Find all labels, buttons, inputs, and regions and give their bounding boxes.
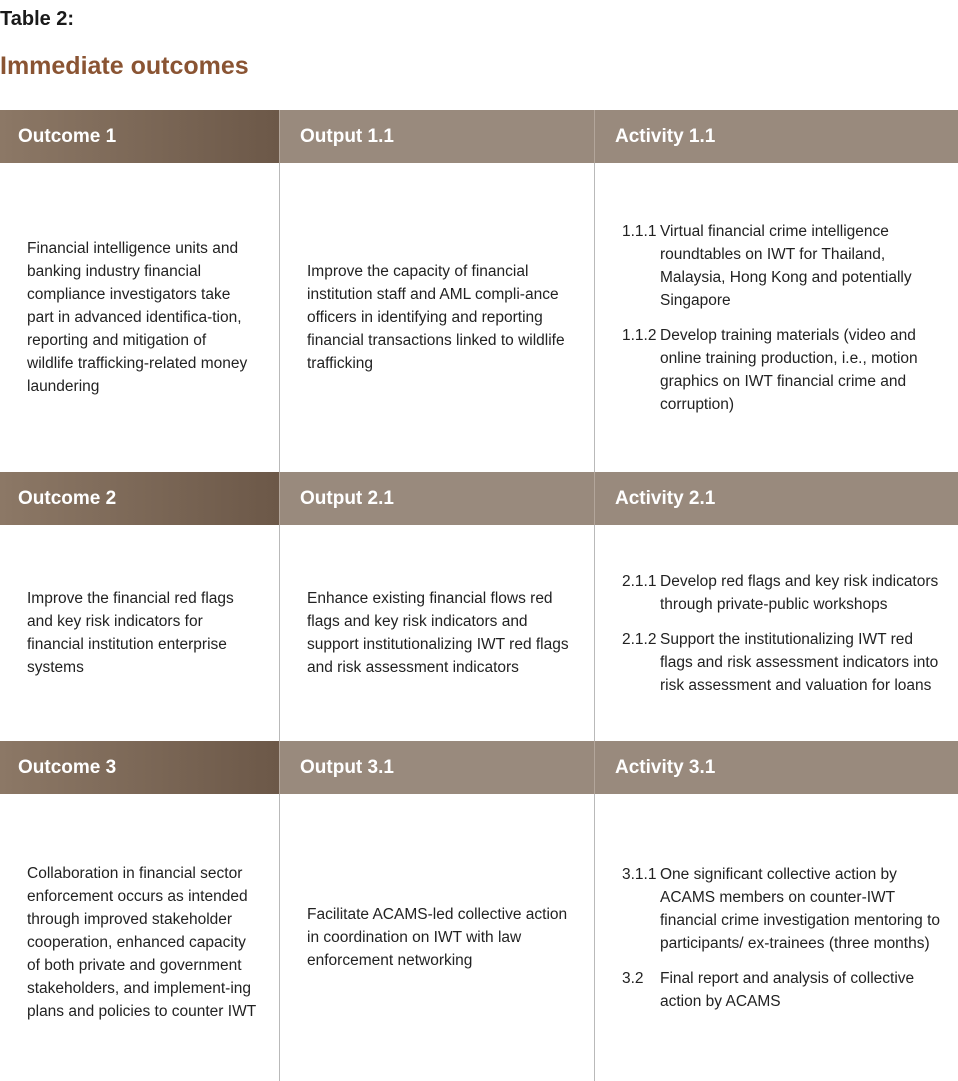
activity-item <box>622 967 940 1013</box>
outcome-text: Improve the financial red flags and key risk indicators for financial institution enterprise systems <box>27 590 234 676</box>
table-row <box>0 163 958 472</box>
outcomes-table <box>0 110 958 1081</box>
activity-item <box>622 324 940 416</box>
table-header-row <box>0 472 958 525</box>
activity-item <box>622 863 940 955</box>
outcome-header: Outcome 1 <box>0 110 279 163</box>
outcome-cell <box>0 525 279 741</box>
activity-list <box>622 863 940 1013</box>
output-header: Output 2.1 <box>279 472 594 525</box>
activity-item <box>622 628 940 697</box>
output-cell <box>279 525 594 741</box>
table-header-row <box>0 110 958 163</box>
activity-cell <box>594 525 958 741</box>
table-number: Table 2: <box>0 8 75 30</box>
activity-number: 2.1.1 <box>622 572 657 590</box>
output-text: Enhance existing financial flows red flags and key risk indicators and support institutionalizing IWT red flags and risk assessment indicators <box>307 590 569 676</box>
outcome-cell <box>0 794 279 1081</box>
outcome-header: Outcome 2 <box>0 472 279 525</box>
activity-list <box>622 570 940 697</box>
activity-number: 1.1.2 <box>622 326 657 344</box>
activity-item <box>622 570 940 616</box>
activity-header: Activity 2.1 <box>594 472 958 525</box>
output-header: Output 3.1 <box>279 741 594 794</box>
activity-text: Develop training materials (video and online training production, i.e., motion graphics on IWT financial crime and corruption) <box>660 326 918 413</box>
activity-cell <box>594 794 958 1081</box>
output-cell <box>279 794 594 1081</box>
outcome-cell <box>0 163 279 472</box>
activity-text: Final report and analysis of collective action by ACAMS <box>660 969 915 1010</box>
activity-item <box>622 220 940 312</box>
table-row <box>0 525 958 741</box>
activity-number: 3.2 <box>622 969 644 987</box>
output-text: Improve the capacity of financial institution staff and AML compli-ance officers in identifying and reporting financial transactions linked to wildlife trafficking <box>307 263 565 372</box>
activity-number: 2.1.2 <box>622 630 657 648</box>
activity-list <box>622 220 940 416</box>
table-header-row <box>0 741 958 794</box>
activity-number: 3.1.1 <box>622 865 657 883</box>
activity-text: Support the institutionalizing IWT red flags and risk assessment indicators into risk assessment and valuation for loans <box>660 630 939 694</box>
activity-header: Activity 3.1 <box>594 741 958 794</box>
page-title: Immediate outcomes <box>0 52 249 80</box>
activity-number: 1.1.1 <box>622 222 657 240</box>
table-row <box>0 794 958 1081</box>
output-text: Facilitate ACAMS-led collective action in coordination on IWT with law enforcement networking <box>307 906 568 969</box>
activity-cell <box>594 163 958 472</box>
output-header: Output 1.1 <box>279 110 594 163</box>
outcome-text: Financial intelligence units and banking industry financial compliance investigators take part in advanced identifica-tion, reporting and mitigation of wildlife trafficking-related money laundering <box>27 240 248 395</box>
output-cell <box>279 163 594 472</box>
outcome-text: Collaboration in financial sector enforcement occurs as intended through improved stakeholder cooperation, enhanced capacity of both private and government stakeholders, and implement-ing plans and policies to counter IWT <box>27 865 257 1020</box>
outcome-header: Outcome 3 <box>0 741 279 794</box>
activity-header: Activity 1.1 <box>594 110 958 163</box>
activity-text: One significant collective action by ACAMS members on counter-IWT financial crime investigation mentoring to participants/ ex-trainees (three months) <box>660 865 940 952</box>
activity-text: Virtual financial crime intelligence roundtables on IWT for Thailand, Malaysia, Hong Kong and potentially Singapore <box>660 222 912 309</box>
activity-text: Develop red flags and key risk indicators through private-public workshops <box>660 572 939 613</box>
